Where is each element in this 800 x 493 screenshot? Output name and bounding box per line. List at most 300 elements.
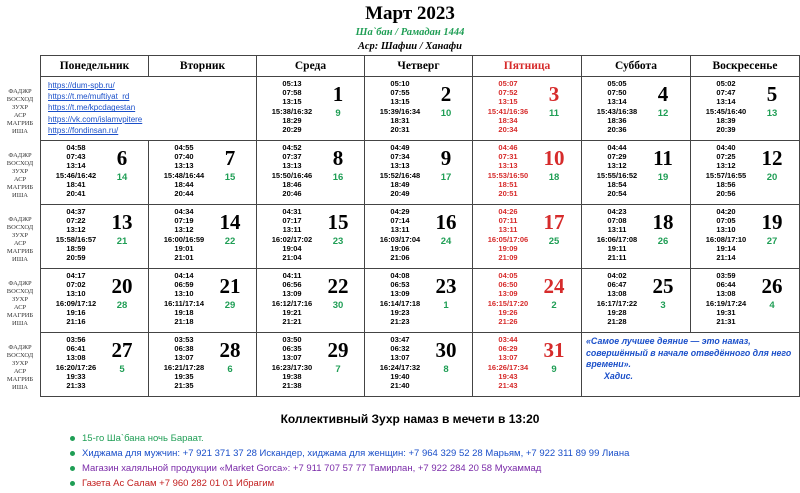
prayer-time: 07:43 [66,152,86,162]
prayer-time: 21:40 [390,381,410,391]
prayer-time: 06:35 [282,344,302,354]
prayer-time: 19:40 [390,371,410,381]
bullet-icon [70,481,75,486]
day-number: 20 [111,274,133,298]
hijri-day: 9 [335,108,341,119]
prayer-time: 06:44 [716,280,736,290]
prayer-time: 21:28 [607,317,627,327]
prayer-time: 07:37 [282,152,302,162]
prayer-time: 19:35 [174,371,194,381]
prayer-label: ИША [12,383,28,391]
prayer-time: 20:29 [282,125,302,135]
prayer-time: 04:17 [66,271,86,280]
day-number: 19 [761,210,783,234]
prayer-time: 06:29 [498,344,518,354]
prayer-time: 04:40 [716,143,736,152]
day-number: 11 [653,146,673,170]
prayer-time: 18:31 [390,115,410,125]
prayer-time: 16:26/17:34 [487,362,529,372]
prayer-time: 19:38 [282,371,302,381]
day-number: 18 [652,210,674,234]
prayer-time: 04:31 [282,207,302,216]
prayer-times [582,271,652,326]
day-number: 4 [657,82,669,106]
prayer-times [473,207,543,262]
prayer-labels [0,344,40,391]
hijri-day: 13 [766,108,778,119]
prayer-times [41,271,111,326]
hijri-day: 8 [443,364,449,375]
prayer-times [473,143,543,198]
week-row [41,77,800,141]
quote-attribution: Хадис. [604,370,633,381]
prayer-time: 16:02/17:02 [271,234,313,244]
announcement-item [70,461,629,476]
prayer-times [691,271,761,326]
prayer-time: 15:48/16:44 [163,170,205,180]
day-number: 14 [219,210,241,234]
prayer-time: 04:58 [66,143,86,152]
prayer-times [257,207,327,262]
weekday-header-cell: Воскресенье [691,56,800,77]
prayer-label: ИША [12,319,28,327]
prayer-label: ФАДЖР [8,280,32,287]
prayer-time: 20:36 [607,125,627,135]
prayer-time: 15:41/16:36 [487,106,529,116]
prayer-label: МАГРИБ [6,247,34,255]
prayer-time: 13:10 [174,289,194,299]
day-number: 27 [111,338,133,362]
prayer-time: 13:10 [66,289,86,299]
prayer-time: 13:15 [282,97,302,107]
prayer-time: 05:13 [282,79,302,88]
prayer-label: ВОСХОД [6,159,34,167]
prayer-time: 07:50 [607,88,627,98]
prayer-time: 21:21 [282,317,302,327]
social-link[interactable]: https://vk.com/islamvpitere [48,114,143,124]
prayer-time: 21:43 [498,381,518,391]
hijri-day: 27 [766,236,778,247]
day-number: 23 [435,274,457,298]
prayer-label: АСР [13,239,27,247]
prayer-time: 16:24/17:32 [379,362,421,372]
prayer-time: 18:46 [282,179,302,189]
prayer-time: 03:47 [390,335,410,344]
prayer-time: 16:20/17:26 [55,362,97,372]
hijri-day: 12 [657,108,669,119]
hijri-day: 6 [227,364,233,375]
prayer-time: 13:12 [174,225,194,235]
prayer-time: 07:29 [607,152,627,162]
prayer-time: 19:06 [390,243,410,253]
prayer-time: 15:46/16:42 [55,170,97,180]
prayer-time: 15:38/16:32 [271,106,313,116]
week-row [41,333,800,397]
prayer-time: 03:59 [716,271,736,280]
day-cell [149,333,257,397]
prayer-times [691,143,761,198]
prayer-time: 04:55 [174,143,194,152]
prayer-time: 16:19/17:24 [705,298,747,308]
prayer-time: 16:00/16:59 [163,234,205,244]
prayer-label: ЗУХР [11,231,28,239]
prayer-time: 20:51 [498,189,518,199]
prayer-time: 15:39/16:34 [379,106,421,116]
prayer-time: 13:12 [716,161,736,171]
day-cell [149,269,257,333]
hijri-day: 18 [548,172,560,183]
prayer-time: 19:31 [716,307,736,317]
prayer-time: 04:49 [390,143,410,152]
day-number: 21 [219,274,241,298]
hijri-day: 10 [440,108,452,119]
prayer-time: 06:41 [66,344,86,354]
day-number: 25 [652,274,674,298]
day-number: 10 [543,146,565,170]
hijri-day: 9 [551,364,557,375]
day-number: 13 [111,210,133,234]
hijri-day: 3 [660,300,666,311]
prayer-time: 20:44 [174,189,194,199]
hijri-day: 21 [116,236,128,247]
day-cell [257,141,365,205]
announcement-text: Магазин халяльной продукции «Market Gorca»: +7 911 707 57 77 Тамирлан, +7 922 284 20 58 Мухаммад [82,463,542,474]
prayer-times [41,207,111,262]
day-cell [691,141,800,205]
day-cell [257,77,365,141]
week-row [41,141,800,205]
prayer-label: ФАДЖР [8,88,32,95]
prayer-time: 13:07 [498,353,518,363]
prayer-time: 07:40 [174,152,194,162]
day-cell [257,333,365,397]
prayer-time: 05:10 [390,79,410,88]
prayer-label: МАГРИБ [6,183,34,191]
prayer-time: 04:23 [607,207,627,216]
prayer-time: 16:08/17:10 [705,234,747,244]
prayer-time: 21:16 [66,317,86,327]
weekday-header-cell: Понедельник [41,56,149,77]
day-number: 30 [435,338,457,362]
prayer-time: 18:29 [282,115,302,125]
prayer-label: ФАДЖР [8,344,32,351]
prayer-label: АСР [13,175,27,183]
prayer-time: 04:29 [390,207,410,216]
prayer-time: 07:31 [498,152,518,162]
prayer-time: 18:56 [716,179,736,189]
prayer-time: 13:07 [174,353,194,363]
day-number: 3 [548,82,560,106]
prayer-times [582,207,652,262]
prayer-label: ЗУХР [11,359,28,367]
prayer-time: 06:47 [607,280,627,290]
prayer-time: 03:53 [174,335,194,344]
prayer-times [582,79,652,134]
weekday-header-cell: Четверг [365,56,473,77]
prayer-time: 13:10 [716,225,736,235]
prayer-time: 21:31 [716,317,736,327]
prayer-time: 15:53/16:50 [487,170,529,180]
day-number: 12 [761,146,783,170]
weekday-header-cell: Среда [257,56,365,77]
prayer-time: 07:14 [390,216,410,226]
day-cell [365,141,473,205]
hijri-day: 7 [335,364,341,375]
prayer-label: ЗУХР [11,103,28,111]
prayer-time: 13:07 [282,353,302,363]
prayer-time: 19:09 [498,243,518,253]
prayer-label: ИША [12,127,28,135]
prayer-time: 13:11 [607,225,627,235]
prayer-time: 13:12 [66,225,86,235]
prayer-time: 04:05 [498,271,518,280]
prayer-time: 16:11/17:14 [163,298,205,308]
hijri-day: 30 [332,300,344,311]
prayer-time: 18:39 [716,115,736,125]
prayer-time: 15:55/16:52 [596,170,638,180]
prayer-time: 21:11 [607,253,627,263]
bullet-icon [70,466,75,471]
hijri-day: 4 [769,300,775,311]
prayer-times [691,79,761,134]
day-number: 28 [219,338,241,362]
links-cell [41,77,257,141]
prayer-time: 13:09 [498,289,518,299]
hijri-day: 2 [551,300,557,311]
prayer-time: 15:45/16:40 [705,106,747,116]
prayer-label: ВОСХОД [6,95,34,103]
day-number: 15 [327,210,349,234]
week-row [41,205,800,269]
day-cell [41,205,149,269]
prayer-time: 21:35 [174,381,194,391]
prayer-time: 15:43/16:38 [596,106,638,116]
prayer-time: 19:14 [716,243,736,253]
prayer-label: ЗУХР [11,295,28,303]
weekday-header [41,56,800,77]
prayer-label: МАГРИБ [6,375,34,383]
day-cell [582,77,691,141]
social-link[interactable]: https://t.me/kpcdagestan [48,103,136,113]
prayer-label: ИША [12,191,28,199]
prayer-time: 19:28 [607,307,627,317]
day-number: 31 [543,338,565,362]
prayer-time: 20:46 [282,189,302,199]
social-link[interactable]: https://dum-spb.ru/ [48,81,115,90]
day-cell [365,77,473,141]
prayer-time: 21:01 [174,253,194,263]
prayer-time: 03:44 [498,335,518,344]
day-cell [41,141,149,205]
prayer-times [365,143,435,198]
day-cell [582,141,691,205]
prayer-time: 13:13 [174,161,194,171]
prayer-time: 19:23 [390,307,410,317]
hijri-day: 1 [443,300,449,311]
links-list [41,77,256,136]
prayer-time: 04:52 [282,143,302,152]
prayer-time: 07:55 [390,88,410,98]
day-cell [473,205,582,269]
prayer-time: 19:33 [66,371,86,381]
prayer-time: 13:13 [282,161,302,171]
prayer-time: 20:41 [66,189,86,199]
day-cell [41,269,149,333]
prayer-time: 07:58 [282,88,302,98]
announcements [70,431,629,491]
prayer-times [257,143,327,198]
weekday-header-cell: Пятница [473,56,582,77]
prayer-time: 18:36 [607,115,627,125]
prayer-time: 13:13 [498,161,518,171]
prayer-time: 04:08 [390,271,410,280]
hijri-day: 20 [766,172,778,183]
prayer-time: 16:15/17:20 [487,298,529,308]
prayer-time: 13:11 [390,225,410,235]
prayer-time: 07:47 [716,88,736,98]
hijri-day: 22 [224,236,236,247]
prayer-time: 15:58/16:57 [55,234,97,244]
prayer-time: 05:05 [607,79,627,88]
prayer-label: ФАДЖР [8,152,32,159]
prayer-time: 21:09 [498,253,518,263]
prayer-time: 13:14 [66,161,86,171]
prayer-time: 19:18 [174,307,194,317]
day-number: 6 [116,146,128,170]
prayer-time: 18:54 [607,179,627,189]
prayer-label: МАГРИБ [6,119,34,127]
prayer-time: 19:11 [607,243,627,253]
hijri-day: 26 [657,236,669,247]
day-cell [582,205,691,269]
bullet-icon [70,436,75,441]
prayer-time: 15:57/16:55 [705,170,747,180]
day-cell [473,141,582,205]
prayer-times [365,271,435,326]
prayer-time: 13:09 [390,289,410,299]
quote-text: «Самое лучшее деяние — это намаз, совершённый в начале отведённого для него времени». [586,336,792,370]
prayer-time: 15:52/16:48 [379,170,421,180]
prayer-time: 18:59 [66,243,86,253]
prayer-labels [0,280,40,327]
prayer-time: 20:31 [390,125,410,135]
prayer-time: 13:14 [716,97,736,107]
prayer-time: 13:13 [390,161,410,171]
prayer-times [365,207,435,262]
day-cell [473,333,582,397]
prayer-time: 15:50/16:46 [271,170,313,180]
prayer-time: 03:56 [66,335,86,344]
hijri-day: 25 [548,236,560,247]
day-cell [473,269,582,333]
prayer-time: 05:07 [498,79,518,88]
prayer-time: 21:23 [390,317,410,327]
prayer-time: 13:08 [607,289,627,299]
hijri-day: 5 [119,364,125,375]
prayer-time: 21:38 [282,381,302,391]
prayer-time: 21:14 [716,253,736,263]
announcement-text: Газета Ас Салам +7 960 282 01 01 Ибрагим [82,478,275,489]
hijri-months: Ша`бан / Рамадан 1444 [355,27,465,38]
prayer-time: 04:11 [282,271,302,280]
prayer-times [257,335,327,390]
prayer-time: 04:02 [607,271,627,280]
prayer-labels [0,152,40,199]
prayer-time: 07:25 [716,152,736,162]
prayer-time: 04:34 [174,207,194,216]
prayer-time: 04:20 [716,207,736,216]
prayer-time: 06:38 [174,344,194,354]
bullet-icon [70,451,75,456]
day-cell [691,269,800,333]
day-number: 7 [224,146,236,170]
prayer-time: 16:06/17:08 [596,234,638,244]
day-number: 8 [332,146,344,170]
prayer-time: 19:04 [282,243,302,253]
prayer-time: 06:59 [174,280,194,290]
prayer-times [473,79,543,134]
prayer-time: 19:21 [282,307,302,317]
prayer-times [473,335,543,390]
prayer-time: 13:11 [498,225,518,235]
social-link[interactable]: https://fondinsan.ru/ [48,125,119,135]
day-cell [691,77,800,141]
prayer-time: 18:49 [390,179,410,189]
hijri-day: 29 [224,300,236,311]
prayer-time: 21:18 [174,317,194,327]
prayer-time: 07:52 [498,88,518,98]
prayer-time: 16:17/17:22 [596,298,638,308]
prayer-label: ВОСХОД [6,223,34,231]
hijri-day: 19 [657,172,669,183]
prayer-time: 04:26 [498,207,518,216]
prayer-label: ВОСХОД [6,351,34,359]
prayer-time: 16:09/17:12 [55,298,97,308]
prayer-times [149,143,219,198]
prayer-time: 13:15 [498,97,518,107]
prayer-time: 18:44 [174,179,194,189]
weekday-header-cell: Вторник [149,56,257,77]
prayer-time: 20:34 [498,125,518,135]
prayer-time: 18:41 [66,179,86,189]
hijri-day: 23 [332,236,344,247]
prayer-time: 06:56 [282,280,302,290]
prayer-time: 13:15 [390,97,410,107]
prayer-times [691,207,761,262]
prayer-time: 04:46 [498,143,518,152]
calendar-table [40,55,800,397]
announcement-text: 15-го Ша`бана ночь Бараат. [82,433,204,444]
prayer-time: 06:53 [390,280,410,290]
social-link[interactable]: https://t.me/muftiyat_rd [48,92,130,102]
prayer-label: АСР [13,111,27,119]
prayer-time: 21:33 [66,381,86,391]
day-number: 26 [761,274,783,298]
hijri-day: 17 [440,172,452,183]
day-cell [691,205,800,269]
day-cell [365,205,473,269]
prayer-time: 07:11 [498,216,518,226]
hijri-day: 24 [440,236,452,247]
day-cell [473,77,582,141]
prayer-time: 21:06 [390,253,410,263]
prayer-label: ЗУХР [11,167,28,175]
hijri-day: 14 [116,172,128,183]
prayer-time: 20:54 [607,189,627,199]
prayer-labels [0,216,40,263]
prayer-times [257,271,327,326]
hadith-quote [586,336,800,382]
